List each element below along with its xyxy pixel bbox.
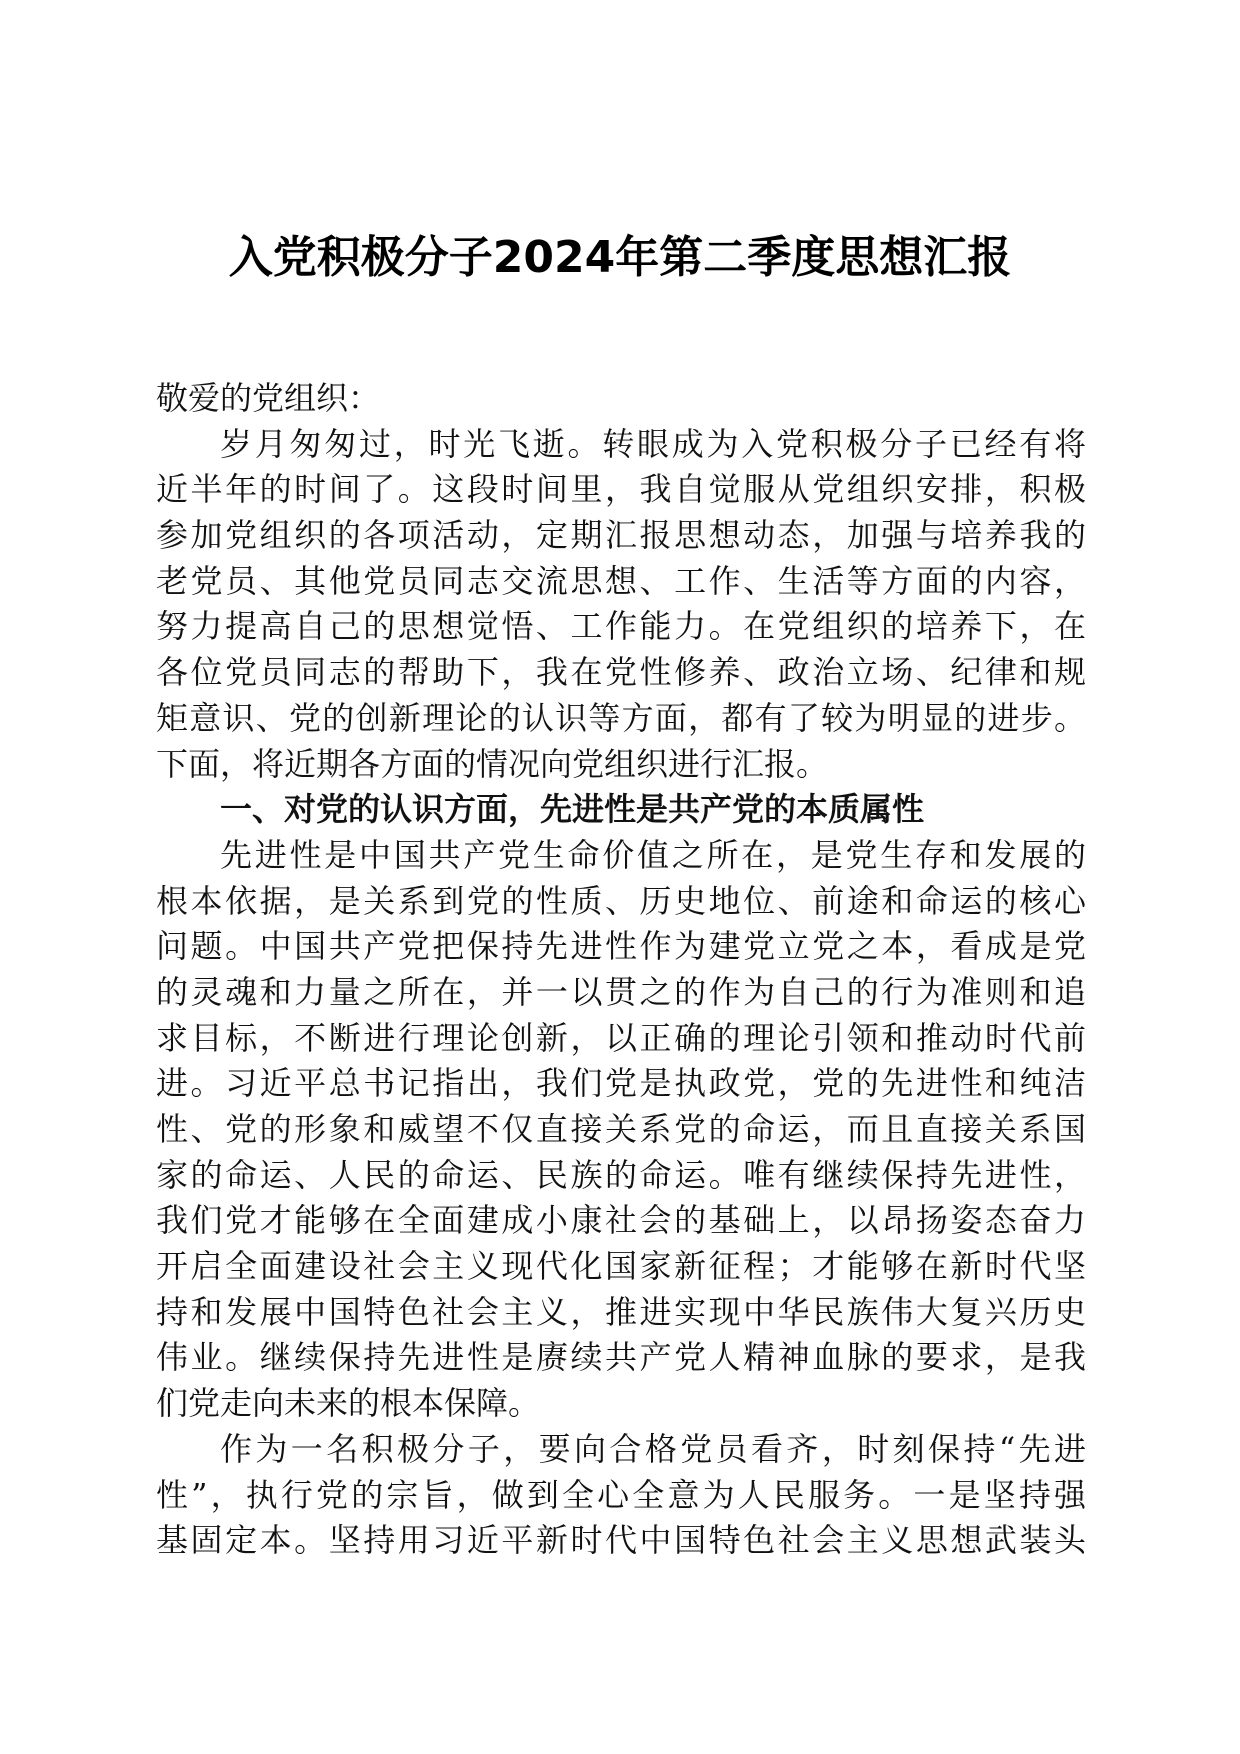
- paragraph-1-line: 下面，将近期各方面的情况向党组织进行汇报。: [156, 744, 829, 783]
- section-1-heading: 一、对党的认识方面，先进性是共产党的本质属性: [220, 790, 925, 829]
- salutation: 敬爱的党组织：: [156, 379, 381, 417]
- paragraph-1-line: 矩意识、党的创新理论的认识等方面，都有了较为明显的进步。: [156, 698, 1086, 737]
- paragraph-2-line: 们党走向未来的根本保障。: [156, 1384, 541, 1423]
- paragraph-1-line: 参加党组织的各项活动，定期汇报思想动态，加强与培养我的: [156, 516, 1086, 555]
- paragraph-2-line: 开启全面建设社会主义现代化国家新征程；才能够在新时代坚: [156, 1247, 1086, 1286]
- paragraph-2-line: 我们党才能够在全面建成小康社会的基础上，以昂扬姿态奋力: [156, 1201, 1086, 1240]
- paragraph-2-line: 持和发展中国特色社会主义，推进实现中华民族伟大复兴历史: [156, 1292, 1086, 1331]
- paragraph-1-line: 岁月匆匆过，时光飞逝。转眼成为入党积极分子已经有将: [220, 424, 1086, 463]
- paragraph-1-line: 各位党员同志的帮助下，我在党性修养、政治立场、纪律和规: [156, 653, 1086, 692]
- paragraph-2-line: 问题。中国共产党把保持先进性作为建党立党之本，看成是党: [156, 927, 1086, 966]
- paragraph-3-line: 性”，执行党的宗旨，做到全心全意为人民服务。一是坚持强: [156, 1475, 1086, 1514]
- paragraph-2-line: 的灵魂和力量之所在，并一以贯之的作为自己的行为准则和追: [156, 972, 1086, 1011]
- paragraph-2-line: 根本依据，是关系到党的性质、历史地位、前途和命运的核心: [156, 881, 1086, 920]
- paragraph-1-line: 努力提高自己的思想觉悟、工作能力。在党组织的培养下，在: [156, 607, 1086, 646]
- paragraph-2-line: 家的命运、人民的命运、民族的命运。唯有继续保持先进性，: [156, 1155, 1086, 1194]
- paragraph-3-line: 作为一名积极分子，要向合格党员看齐，时刻保持“先进: [220, 1429, 1086, 1468]
- paragraph-1-line: 老党员、其他党员同志交流思想、工作、生活等方面的内容，: [156, 561, 1086, 600]
- paragraph-2-line: 先进性是中国共产党生命价值之所在，是党生存和发展的: [220, 835, 1086, 874]
- paragraph-2-line: 进。习近平总书记指出，我们党是执政党，党的先进性和纯洁: [156, 1064, 1086, 1103]
- paragraph-2-line: 求目标，不断进行理论创新，以正确的理论引领和推动时代前: [156, 1018, 1086, 1057]
- paragraph-2-line: 性、党的形象和威望不仅直接关系党的命运，而且直接关系国: [156, 1110, 1086, 1148]
- paragraph-3-line: 基固定本。坚持用习近平新时代中国特色社会主义思想武装头: [156, 1521, 1086, 1560]
- paragraph-1-line: 近半年的时间了。这段时间里，我自觉服从党组织安排，积极: [156, 470, 1086, 509]
- document-body: [156, 376, 1086, 1564]
- document-title: 入党积极分子2024年第二季度思想汇报: [228, 232, 1012, 283]
- paragraph-2-line: 伟业。继续保持先进性是赓续共产党人精神血脉的要求，是我: [156, 1338, 1086, 1377]
